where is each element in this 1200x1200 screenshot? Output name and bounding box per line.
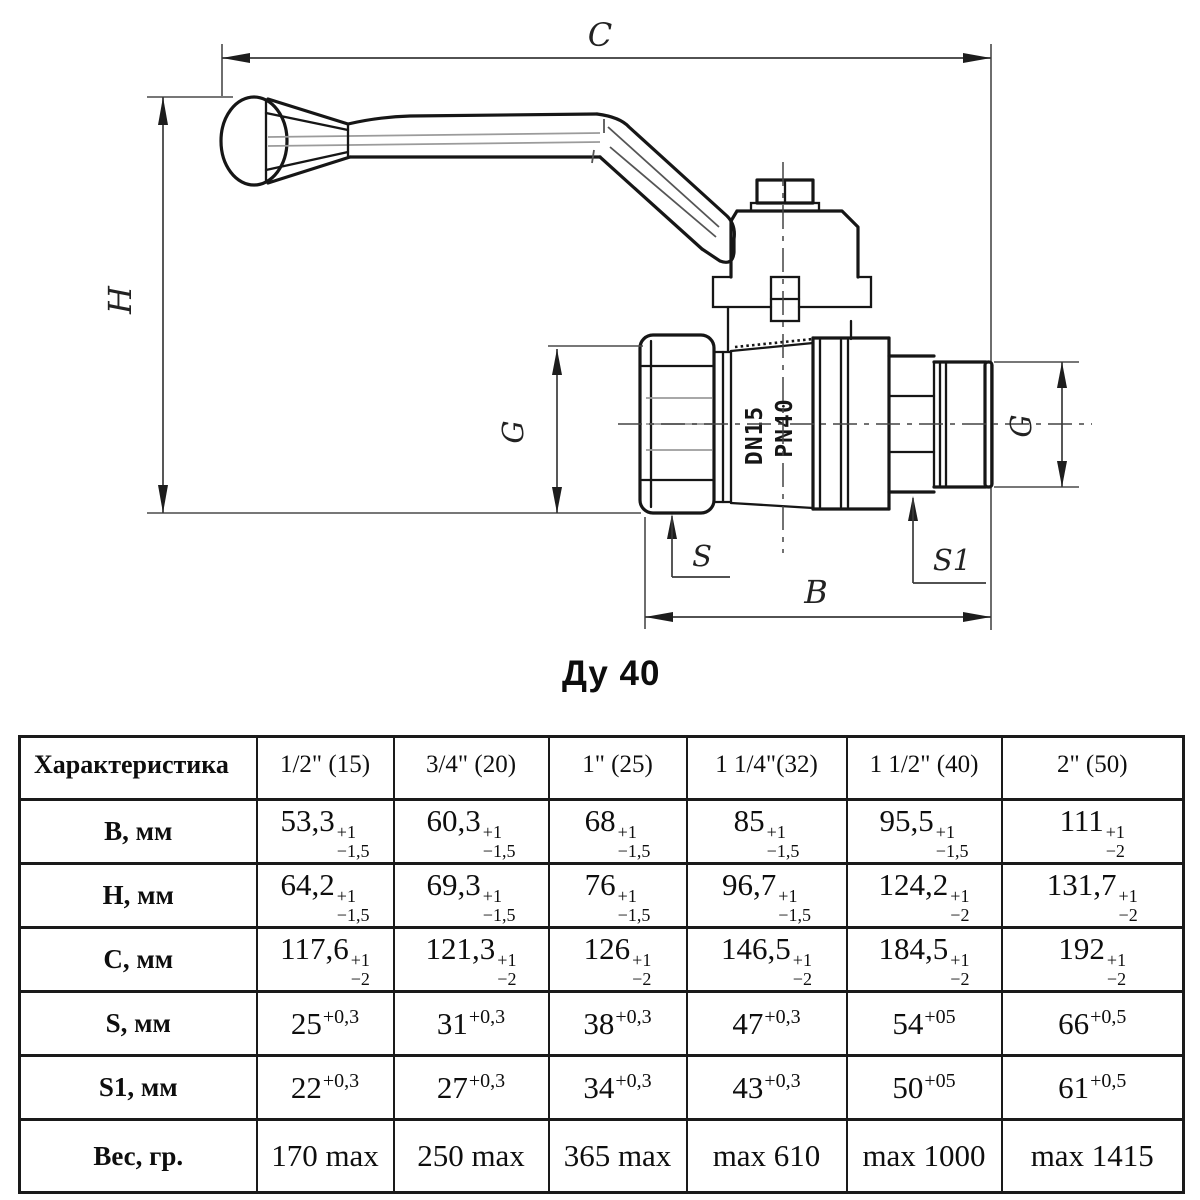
row-header: C, мм (20, 928, 257, 992)
value-cell: max 1415 (1002, 1120, 1184, 1193)
value-cell: 60,3 +1 −1,5 (394, 800, 549, 864)
col-header: 1" (25) (549, 737, 687, 800)
row-header: B, мм (20, 800, 257, 864)
value-cell: 184,5 +1 −2 (847, 928, 1002, 992)
value-cell: 170 max (257, 1120, 394, 1193)
tolerance: +1 −2 (1106, 950, 1127, 989)
value-cell: 85 +1 −1,5 (687, 800, 847, 864)
tolerance: +05 (924, 1005, 956, 1028)
table-row (20, 1056, 1184, 1120)
tolerance: +1 −1,5 (935, 822, 969, 861)
tolerance: +0,3 (468, 1005, 506, 1028)
row-header: Вес, гр. (20, 1120, 257, 1193)
col-header: 1 1/4"(32) (687, 737, 847, 800)
valve-handle (221, 97, 734, 262)
tolerance: +0,3 (468, 1069, 506, 1092)
arrowhead (645, 612, 673, 622)
tolerance: +0,3 (615, 1069, 652, 1092)
dim-label-g-right: G (1004, 414, 1038, 438)
spec-table (18, 735, 1185, 1194)
tolerance: +1 −1,5 (336, 822, 370, 861)
tolerance: +0,3 (764, 1069, 801, 1092)
arrowhead (963, 53, 991, 63)
tolerance: +1 −1,5 (617, 822, 651, 861)
value-cell: 68 +1 −1,5 (549, 800, 687, 864)
row-header: H, мм (20, 864, 257, 928)
dim-s1 (908, 496, 986, 583)
tolerance: +1 −2 (350, 950, 370, 989)
tolerance: +1 −2 (950, 886, 970, 925)
tolerance: +0,3 (322, 1069, 360, 1092)
col-header: 1 1/2" (40) (847, 737, 1002, 800)
valve-top-works (713, 180, 871, 351)
row-header: S, мм (20, 992, 257, 1056)
col-header: 1/2" (15) (257, 737, 394, 800)
value-cell: 124,2 +1 −2 (847, 864, 1002, 928)
value-cell: 64,2 +1 −1,5 (257, 864, 394, 928)
tolerance: +1 −1,5 (766, 822, 800, 861)
value-cell: 111 +1 −2 (1002, 800, 1184, 864)
arrowhead (552, 349, 562, 375)
value-cell: max 610 (687, 1120, 847, 1193)
table-row (20, 992, 1184, 1056)
value-cell: 76 +1 −1,5 (549, 864, 687, 928)
tolerance: +1 −2 (632, 950, 652, 989)
arrowhead (158, 97, 168, 125)
value-cell: 131,7 +1 −2 (1002, 864, 1184, 928)
tolerance: +1 −2 (950, 950, 970, 989)
dim-label-s1: S1 (932, 543, 972, 577)
spec-table-body (20, 800, 1184, 1193)
value-cell: 61+0,5 (1002, 1056, 1184, 1120)
value-cell: 250 max (394, 1120, 549, 1193)
value-cell: 38+0,3 (549, 992, 687, 1056)
arrowhead (963, 612, 991, 622)
dim-g-left (496, 346, 643, 513)
value-cell: 96,7 +1 −1,5 (687, 864, 847, 928)
spec-table-head-row (20, 737, 1184, 800)
tolerance: +0,5 (1090, 1005, 1127, 1028)
tolerance: +1 −2 (497, 950, 517, 989)
tolerance: +1 −1,5 (482, 822, 516, 861)
value-cell: 31+0,3 (394, 992, 549, 1056)
tolerance: +0,3 (615, 1005, 652, 1028)
value-cell: 192 +1 −2 (1002, 928, 1184, 992)
tolerance: +1 −2 (1118, 886, 1138, 925)
characteristic-header: Характеристика (20, 737, 257, 800)
handle-bar-top (348, 114, 597, 124)
dim-s (667, 514, 730, 577)
dim-h (101, 97, 641, 513)
value-cell: 54+05 (847, 992, 1002, 1056)
handle-bend-inner (600, 157, 702, 249)
dim-label-s: S (692, 539, 712, 573)
value-cell: 43+0,3 (687, 1056, 847, 1120)
dim-label-c: C (587, 16, 613, 54)
dim-label-b: B (804, 573, 828, 611)
value-cell: 121,3 +1 −2 (394, 928, 549, 992)
tolerance: +05 (924, 1069, 956, 1092)
valve-body (618, 162, 1092, 553)
tolerance: +0,3 (764, 1005, 801, 1028)
body-marking: DN15 PN40 (742, 398, 798, 466)
value-cell: 126 +1 −2 (549, 928, 687, 992)
arrowhead (222, 53, 250, 63)
value-cell: 50+05 (847, 1056, 1002, 1120)
value-cell: 95,5 +1 −1,5 (847, 800, 1002, 864)
arrowhead (1057, 362, 1067, 388)
dim-c (222, 16, 991, 630)
value-cell: 27+0,3 (394, 1056, 549, 1120)
tolerance: +0,3 (322, 1005, 360, 1028)
value-cell: 22+0,3 (257, 1056, 394, 1120)
col-header: 3/4" (20) (394, 737, 549, 800)
col-header: 2" (50) (1002, 737, 1184, 800)
drawing-caption: Ду 40 (562, 654, 661, 693)
value-cell: 47+0,3 (687, 992, 847, 1056)
tolerance: +1 −2 (1105, 822, 1125, 861)
dim-label-g-left: G (496, 420, 530, 444)
tolerance: +1 −1,5 (336, 886, 370, 925)
handle-ball (221, 97, 287, 185)
value-cell: 34+0,3 (549, 1056, 687, 1120)
value-cell: max 1000 (847, 1120, 1002, 1193)
table-row (20, 928, 1184, 992)
value-cell: 53,3 +1 −1,5 (257, 800, 394, 864)
bonnet (731, 211, 858, 277)
arrowhead (552, 487, 562, 513)
table-row (20, 1120, 1184, 1193)
value-cell: 69,3 +1 −1,5 (394, 864, 549, 928)
dim-label-h: H (101, 286, 139, 314)
value-cell: 66+0,5 (1002, 992, 1184, 1056)
tolerance: +1 −2 (792, 950, 812, 989)
table-row (20, 864, 1184, 928)
tolerance: +1 −1,5 (778, 886, 811, 925)
arrowhead (1057, 461, 1067, 487)
value-cell: 117,6 +1 −2 (257, 928, 394, 992)
table-row (20, 800, 1184, 864)
tolerance: +0,5 (1090, 1069, 1127, 1092)
value-cell: 146,5 +1 −2 (687, 928, 847, 992)
value-cell: 25+0,3 (257, 992, 394, 1056)
tolerance: +1 −1,5 (617, 886, 651, 925)
value-cell: 365 max (549, 1120, 687, 1193)
arrowhead (158, 485, 168, 513)
row-header: S1, мм (20, 1056, 257, 1120)
tolerance: +1 −1,5 (482, 886, 516, 925)
